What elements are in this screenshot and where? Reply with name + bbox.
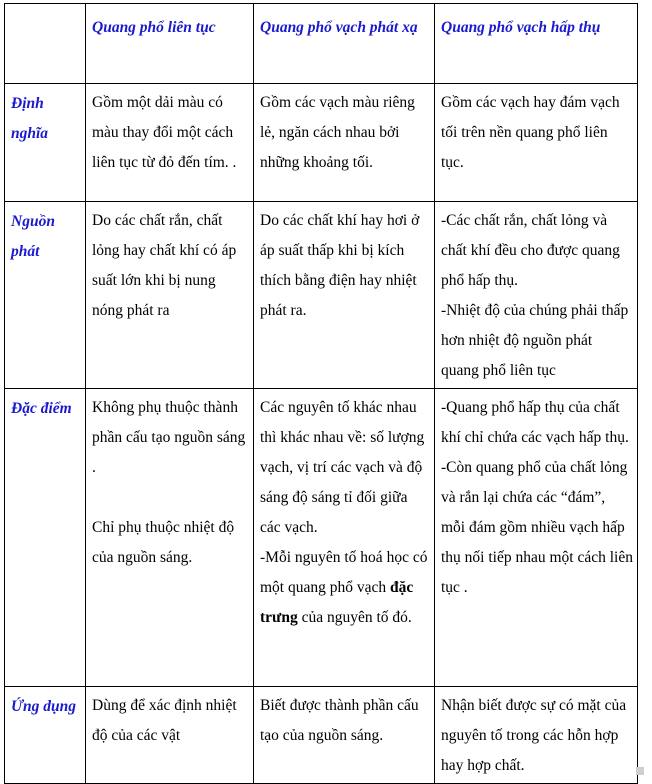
row-label-characteristics: Đặc điểm	[5, 389, 86, 687]
row-definition	[5, 84, 638, 202]
header-corner-cell	[5, 4, 86, 84]
row-application	[5, 687, 638, 784]
header-absorption-spectrum: Quang phổ vạch hấp thụ	[435, 4, 638, 84]
source-emission: Do các chất khí hay hơi ở áp suất thấp khi bị kích thích bằng điện hay nhiệt phát ra.	[254, 202, 435, 389]
header-continuous-spectrum: Quang phổ liên tục	[86, 4, 254, 84]
characteristics-continuous-line-2: Chỉ phụ thuộc nhiệt độ của nguồn sáng.	[92, 519, 235, 566]
header-row	[5, 4, 638, 84]
characteristics-emission-line-2: -Mỗi nguyên tố hoá học có một quang phổ vạch đặc trưng của nguyên tố đó.	[260, 549, 428, 626]
source-continuous: Do các chất rắn, chất lỏng hay chất khí có áp suất lớn khi bị nung nóng phát ra	[86, 202, 254, 389]
source-absorption-line-2: -Nhiệt độ của chúng phải thấp hơn nhiệt độ nguồn phát quang phổ liên tục	[441, 302, 629, 379]
application-absorption: Nhận biết được sự có mặt của nguyên tố trong các hỗn hợp hay hợp chất.	[435, 687, 638, 784]
source-absorption	[435, 202, 638, 389]
row-label-definition: Định nghĩa	[5, 84, 86, 202]
definition-absorption: Gồm các vạch hay đám vạch tối trên nền quang phổ liên tục.	[435, 84, 638, 202]
spectrum-comparison-table	[4, 3, 638, 784]
definition-emission: Gồm các vạch màu riêng lẻ, ngăn cách nhau bởi những khoảng tối.	[254, 84, 435, 202]
characteristics-continuous-line-1: Không phụ thuộc thành phần cấu tạo nguồn sáng .	[92, 399, 246, 476]
row-label-source: Nguồn phát	[5, 202, 86, 389]
row-label-application: Ứng dụng	[5, 687, 86, 784]
characteristics-emission	[254, 389, 435, 687]
source-absorption-line-1: -Các chất rắn, chất lỏng và chất khí đều cho được quang phổ hấp thụ.	[441, 212, 620, 289]
header-emission-spectrum: Quang phổ vạch phát xạ	[254, 4, 435, 84]
application-continuous: Dùng để xác định nhiệt độ của các vật	[86, 687, 254, 784]
row-characteristics	[5, 389, 638, 687]
characteristics-continuous	[86, 389, 254, 687]
resize-corner	[636, 767, 644, 775]
characteristics-emission-line-1: Các nguyên tố khác nhau thì khác nhau về: số lượng vạch, vị trí các vạch và độ sáng độ sáng tỉ đối giữa các vạch.	[260, 399, 425, 536]
characteristics-absorption-line-2: -Còn quang phổ của chất lỏng và rắn lại chứa các “đám”, mỗi đám gồm nhiều vạch hấp thụ nối tiếp nhau một cách liên tục .	[441, 459, 633, 596]
characteristics-absorption-line-1: -Quang phổ hấp thụ của chất khí chỉ chứa các vạch hấp thụ.	[441, 399, 629, 446]
characteristic-bold-term: đặc trưng	[260, 579, 414, 626]
characteristics-absorption	[435, 389, 638, 687]
definition-continuous: Gồm một dải màu có màu thay đổi một cách liên tục từ đỏ đến tím. .	[86, 84, 254, 202]
application-emission: Biết được thành phần cấu tạo của nguồn sáng.	[254, 687, 435, 784]
row-source	[5, 202, 638, 389]
